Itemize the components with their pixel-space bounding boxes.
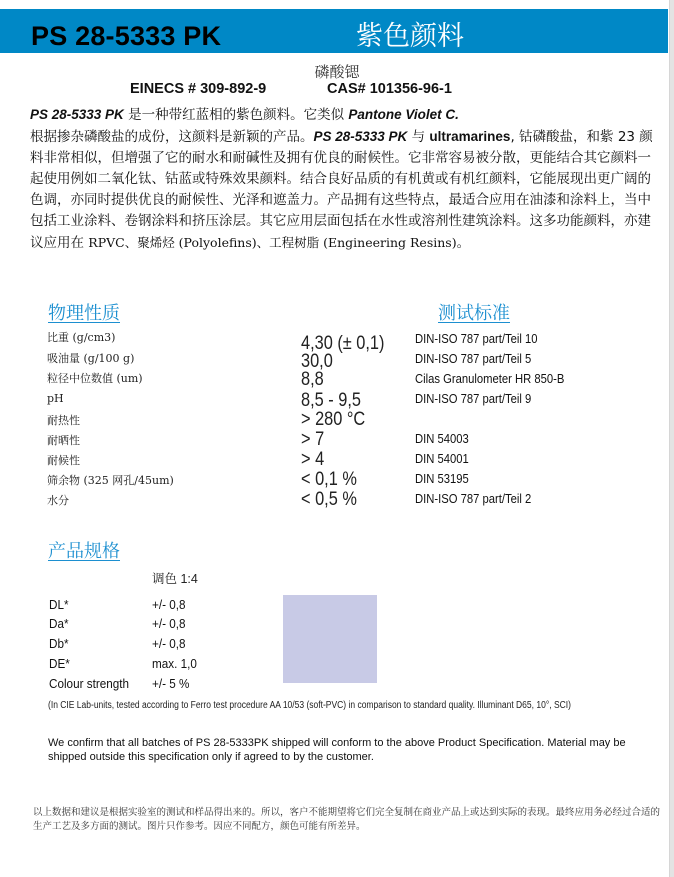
page-scroll-edge[interactable]	[669, 0, 674, 877]
physical-properties-heading: 物理性质	[48, 303, 120, 324]
property-standard: DIN-ISO 787 part/Teil 5	[415, 352, 532, 366]
cie-test-note: (In CIE Lab-units, tested according to Ferro test procedure AA 10/53 (soft-PVC) in comparison to standard quality. Illuminant D65, 10°, SCI)	[48, 700, 571, 711]
description-text: 与	[407, 129, 430, 145]
property-standard: DIN 53195	[415, 472, 469, 486]
spec-label: DE*	[49, 656, 70, 671]
spec-label: DL*	[49, 597, 69, 612]
cas-number: CAS# 101356-96-1	[327, 81, 452, 97]
ultramarines-term: ultramarines	[429, 129, 511, 144]
property-value: > 4	[301, 449, 325, 470]
product-specification-heading: 产品规格	[48, 541, 120, 562]
product-name-cn: 紫色颜料	[356, 21, 464, 52]
product-description	[30, 104, 660, 254]
application-list: RPVC、聚烯烃 (Polyolefins)、工程树脂 (Engineering Resins)	[88, 235, 457, 250]
colour-swatch	[283, 595, 377, 683]
einecs-number: EINECS # 309-892-9	[130, 81, 267, 97]
property-value: > 280 °C	[301, 409, 366, 430]
description-line-1	[30, 104, 660, 126]
spec-value: +/- 0,8	[152, 597, 186, 612]
property-standard: DIN 54001	[415, 452, 469, 466]
property-label: 吸油量 (g/100 g)	[47, 352, 135, 365]
description-text: 是一种带红蓝相的紫色颜料。它类似	[123, 107, 349, 123]
property-label: 比重 (g/cm3)	[47, 331, 116, 344]
specification-confirmation: We confirm that all batches of PS 28-5333PK shipped will conform to the above Product Specification. Material may be shipped outside this specification only if agreed to by the customer.	[48, 737, 626, 763]
spec-value: +/- 5 %	[152, 676, 190, 691]
property-value: > 7	[301, 429, 325, 450]
property-value: < 0,5 %	[301, 489, 357, 510]
property-value: 30,0	[301, 351, 333, 372]
description-text: 。	[456, 235, 471, 251]
spec-value: +/- 0,8	[152, 616, 186, 631]
property-label: 筛余物 (325 网孔/45um)	[47, 474, 174, 487]
description-text: 根据掺杂磷酸盐的成份，这颜料是新颖的产品。	[30, 129, 314, 145]
spec-label: Da*	[49, 616, 69, 631]
property-value: 4,30 (± 0,1)	[301, 333, 385, 354]
property-label: 粒径中位数值 (um)	[47, 372, 143, 385]
spec-label: Db*	[49, 636, 69, 651]
description-product-code: PS 28-5333 PK	[313, 129, 408, 144]
property-label: 耐晒性	[47, 434, 80, 447]
spec-label: Colour strength	[49, 676, 130, 691]
property-label: pH	[47, 392, 64, 405]
description-text: , 钴磷酸盐，和紫 23 颜料非常相似，但增强了它的耐水和耐碱性及拥有优良的耐候性。它非常容易被分散，更能结合其它颜料一起使用例如二氧化钛、钴蓝或特殊效果颜料。结合良好品质的有机黄或有机红颜料，它能展现出更广阔的色调，亦同时提供优良的耐候性、光泽和遮盖力。产品拥有这些特点，最适合应用在油漆和涂料上，当中包括工业涂料、卷钢涂料和挤压涂层。其它应用层面包括在水性或溶剂性建筑涂料。这多功能颜料，亦建议应用在	[30, 129, 653, 251]
property-label: 耐热性	[47, 414, 80, 427]
property-value: 8,5 - 9,5	[301, 390, 361, 411]
spec-value: max. 1,0	[152, 656, 197, 671]
pantone-reference: Pantone Violet C.	[348, 107, 459, 122]
property-value: 8,8	[301, 369, 324, 390]
test-standards-heading: 测试标准	[438, 303, 510, 324]
product-code-title: PS 28-5333 PK	[31, 21, 222, 51]
property-standard: DIN-ISO 787 part/Teil 9	[415, 392, 532, 406]
property-label: 水分	[47, 494, 69, 507]
property-standard: DIN 54003	[415, 432, 469, 446]
spec-column-header: 调色 1:4	[152, 572, 198, 586]
title-band	[0, 9, 668, 53]
chemical-name: 磷酸锶	[314, 64, 360, 81]
disclaimer: 以上数据和建议是根据实验室的测试和样品得出来的。所以，客户不能期望将它们完全复制在商业产品上或达到实际的表现。最终应用务必经过合适的生产工艺及多方面的测试。图片只作参考。因应不同配方，颜色可能有所差异。	[33, 807, 661, 832]
description-paragraph-2	[30, 126, 660, 254]
property-label: 耐候性	[47, 454, 80, 467]
description-product-code: PS 28-5333 PK	[30, 107, 124, 122]
property-standard: DIN-ISO 787 part/Teil 10	[415, 332, 538, 346]
spec-value: +/- 0,8	[152, 636, 186, 651]
property-standard: Cilas Granulometer HR 850-B	[415, 372, 565, 386]
property-standard: DIN-ISO 787 part/Teil 2	[415, 492, 532, 506]
property-value: < 0,1 %	[301, 469, 357, 490]
